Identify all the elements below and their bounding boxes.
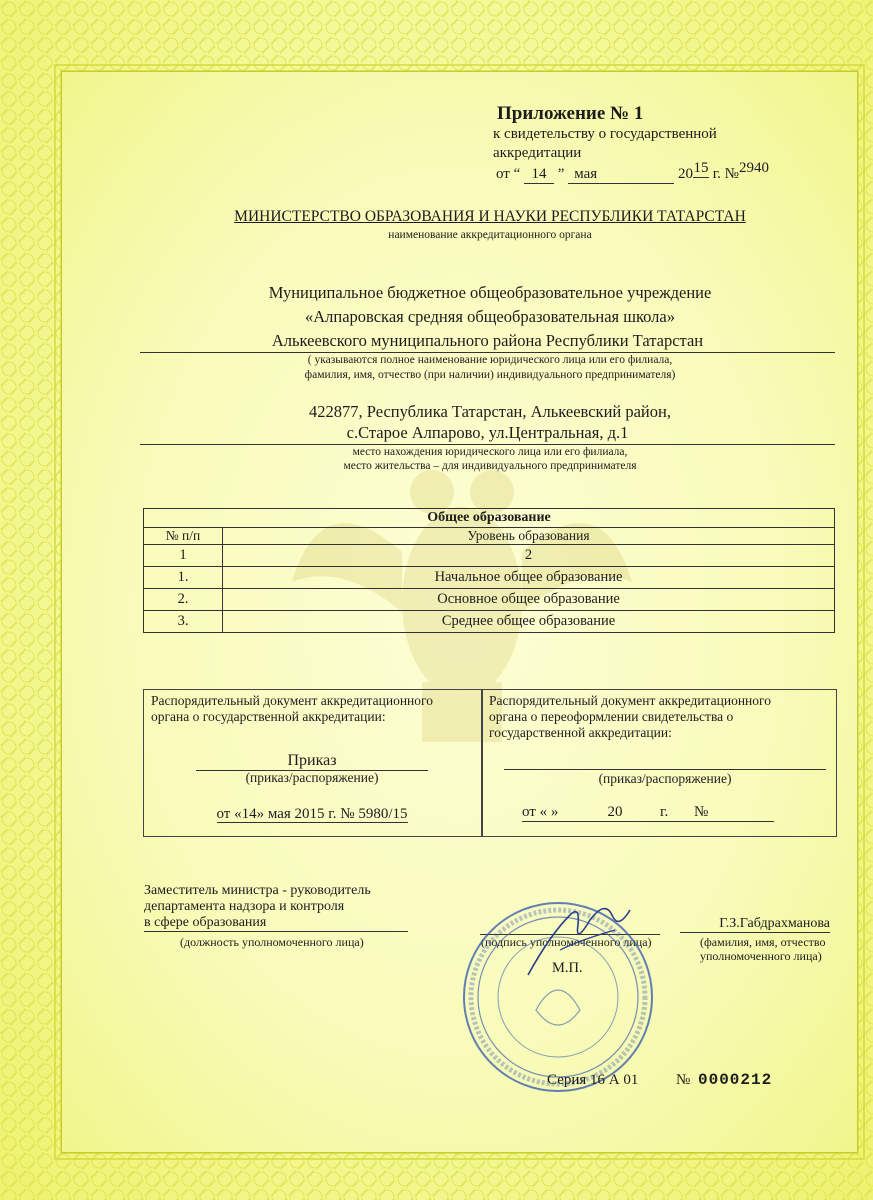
series-label: Серия 16 А 01 (547, 1072, 639, 1088)
organization-line2: «Алпаровская средняя общеобразовательная школа» (304, 307, 675, 326)
reissue-order-box (481, 689, 837, 837)
stamp-place-label: М.П. (552, 960, 583, 976)
signer-position-line2: департамента надзора и контроля (144, 899, 345, 914)
organization-caption1: ( указываются полное наименование юридического лица или его филиала, (307, 354, 673, 366)
signer-name-caption1: (фамилия, имя, отчество (700, 935, 826, 949)
signer-position-caption: (должность уполномоченного лица) (180, 935, 364, 949)
series-number-label: № (676, 1072, 691, 1088)
order-type: Приказ (196, 752, 428, 771)
column-header-level: Уровень образования (223, 528, 835, 545)
date-quote: ” (557, 166, 565, 182)
table-row (144, 589, 835, 611)
address-caption1: место нахождения юридического лица или его филиала, (352, 446, 628, 458)
reissue-type-caption: (приказ/распоряжение) (598, 771, 732, 786)
order-heading-line1: Распорядительный документ аккредитационного (151, 693, 433, 708)
row-number: 3. (144, 611, 223, 633)
signature-caption: (подпись уполномоченного лица) (481, 935, 652, 949)
appendix-date-line (496, 160, 796, 184)
organization-line3: Алькеевского муниципального района Республики Татарстан (140, 331, 835, 353)
date-year-suffix: 15 (693, 160, 709, 176)
appendix-subtitle-line1: к свидетельству о государственной (493, 126, 717, 142)
signer-name-caption2: уполномоченного лица) (700, 949, 822, 963)
row-level: Начальное общее образование (223, 567, 835, 589)
reissue-date-g: г. (660, 804, 694, 822)
table-title-row (144, 509, 835, 528)
order-date-line (164, 806, 460, 823)
reissue-heading-line1: Распорядительный документ аккредитационного (489, 693, 771, 708)
accreditation-order-box (143, 689, 483, 837)
organization-caption2: фамилия, имя, отчество (при наличии) индивидуального предпринимателя) (304, 369, 676, 381)
certificate-number: 2940 (738, 160, 769, 176)
reissue-date-from: от « » (522, 804, 570, 822)
appendix-title: Приложение № 1 (497, 103, 644, 124)
education-levels-table (143, 508, 835, 633)
table-header-row (144, 528, 835, 545)
reissue-date-year: 20 (570, 804, 660, 822)
date-year-prefix: 20 (677, 166, 693, 182)
date-from-label: от “ (496, 166, 521, 182)
reissue-date-no: № (694, 804, 774, 822)
address-caption2: место жительства – для индивидуального предпринимателя (343, 460, 637, 472)
row-level: Среднее общее образование (223, 611, 835, 633)
signer-position-line1: Заместитель министра - руководитель (144, 883, 371, 898)
reissue-heading-line3: государственной аккредитации: (489, 725, 672, 740)
table-title: Общее образование (144, 509, 835, 528)
series-number: 0000212 (698, 1071, 773, 1089)
authority-block (140, 208, 840, 226)
reissue-date-line (522, 804, 822, 822)
table-row (144, 567, 835, 589)
organization-line1: Муниципальное бюджетное общеобразовательное учреждение (268, 283, 712, 302)
column-index-2: 2 (223, 545, 835, 567)
authority-name: МИНИСТЕРСТВО ОБРАЗОВАНИЯ И НАУКИ РЕСПУБЛИКИ ТАТАРСТАН (234, 208, 746, 225)
order-date: от «14» мая 2015 г. № 5980/15 (216, 806, 408, 822)
row-number: 1. (144, 567, 223, 589)
table-row (144, 611, 835, 633)
date-day: 14 (524, 166, 554, 184)
table-index-row (144, 545, 835, 567)
order-heading-line2: органа о государственной аккредитации: (151, 709, 386, 724)
column-index-1: 1 (144, 545, 223, 567)
appendix-subtitle-line2: аккредитации (493, 145, 582, 161)
signer-name: Г.З.Габдрахманова (680, 916, 830, 933)
row-level: Основное общее образование (223, 589, 835, 611)
address-line2: с.Старое Алпарово, ул.Центральная, д.1 (140, 423, 835, 445)
row-number: 2. (144, 589, 223, 611)
order-type-caption: (приказ/распоряжение) (245, 770, 379, 785)
authority-caption: наименование аккредитационного органа (388, 229, 592, 241)
address-line1: 422877, Республика Татарстан, Алькеевский район, (309, 402, 671, 421)
column-header-number: № п/п (144, 528, 223, 545)
date-number-label: г. № (712, 166, 739, 182)
reissue-heading-line2: органа о переоформлении свидетельства о (489, 709, 734, 724)
signer-position-line3: в сфере образования (144, 915, 408, 932)
reissue-type-line (504, 768, 826, 770)
date-month: мая (568, 166, 674, 184)
